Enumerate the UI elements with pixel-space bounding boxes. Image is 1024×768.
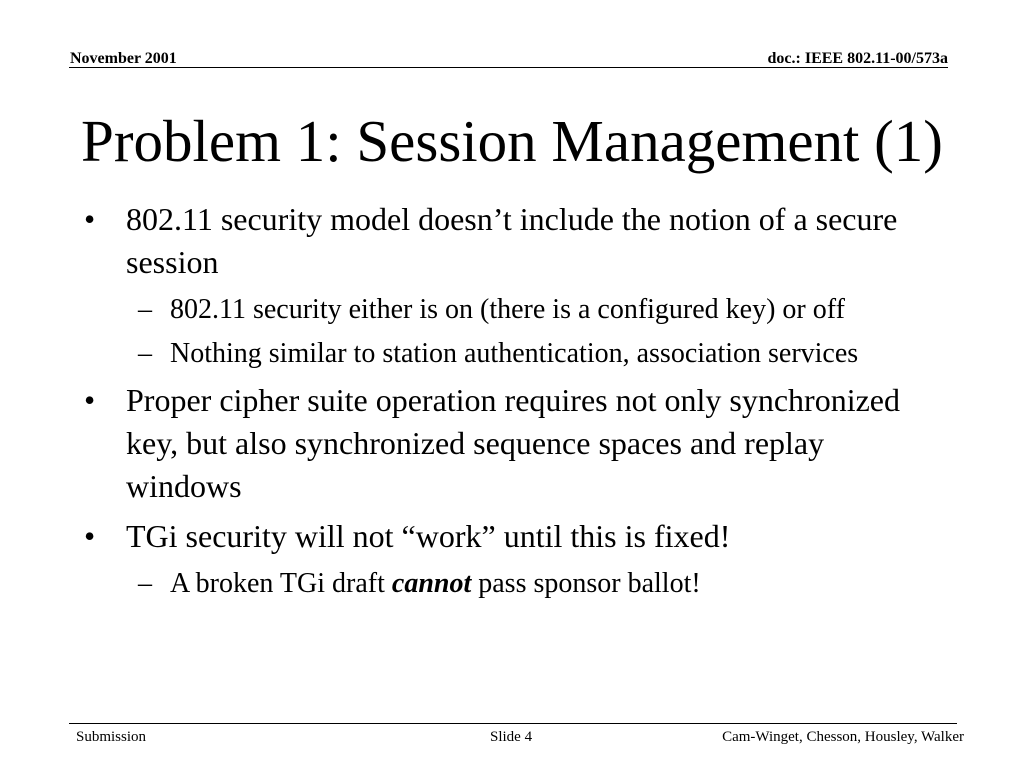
footer-authors: Cam-Winget, Chesson, Housley, Walker (722, 729, 964, 745)
sub-bullet-marker: – (138, 338, 152, 369)
header-doc-id: doc.: IEEE 802.11-00/573a (767, 50, 948, 67)
footer-divider (69, 723, 957, 724)
footer-slide-number: Slide 4 (490, 729, 533, 745)
sub-bullet-text-after: pass sponsor ballot! (471, 568, 701, 599)
sub-bullet-item (80, 291, 960, 328)
header-divider (69, 67, 948, 68)
footer-submission: Submission (76, 729, 147, 745)
bullet-text: Proper cipher suite operation requires not only synchronized key, but also synchronized sequence spaces and replay windows (126, 382, 900, 504)
bullet-item (80, 198, 960, 284)
bullet-marker: • (84, 382, 96, 418)
header-date: November 2001 (70, 50, 177, 67)
sub-bullet-text-before: A broken TGi draft (170, 568, 392, 599)
sub-bullet-marker: – (138, 294, 152, 325)
sub-bullet-text: 802.11 security either is on (there is a configured key) or off (170, 294, 845, 325)
bullet-text: TGi security will not “work” until this is fixed! (126, 518, 731, 554)
slide-body (80, 198, 960, 609)
emphasis-cannot: cannot (391, 568, 472, 599)
sub-bullet-marker: – (138, 568, 152, 599)
bullet-marker: • (84, 201, 96, 237)
bullet-item (80, 379, 960, 508)
bullet-marker: • (84, 518, 96, 554)
bullet-text: 802.11 security model doesn’t include the notion of a secure session (126, 201, 898, 280)
sub-bullet-item (80, 335, 960, 372)
slide-title: Problem 1: Session Management (1) (81, 108, 943, 174)
sub-bullet-item (80, 565, 960, 602)
sub-bullet-text (170, 565, 925, 602)
bullet-item (80, 515, 960, 558)
sub-bullet-text: Nothing similar to station authentication, association services (170, 338, 859, 369)
